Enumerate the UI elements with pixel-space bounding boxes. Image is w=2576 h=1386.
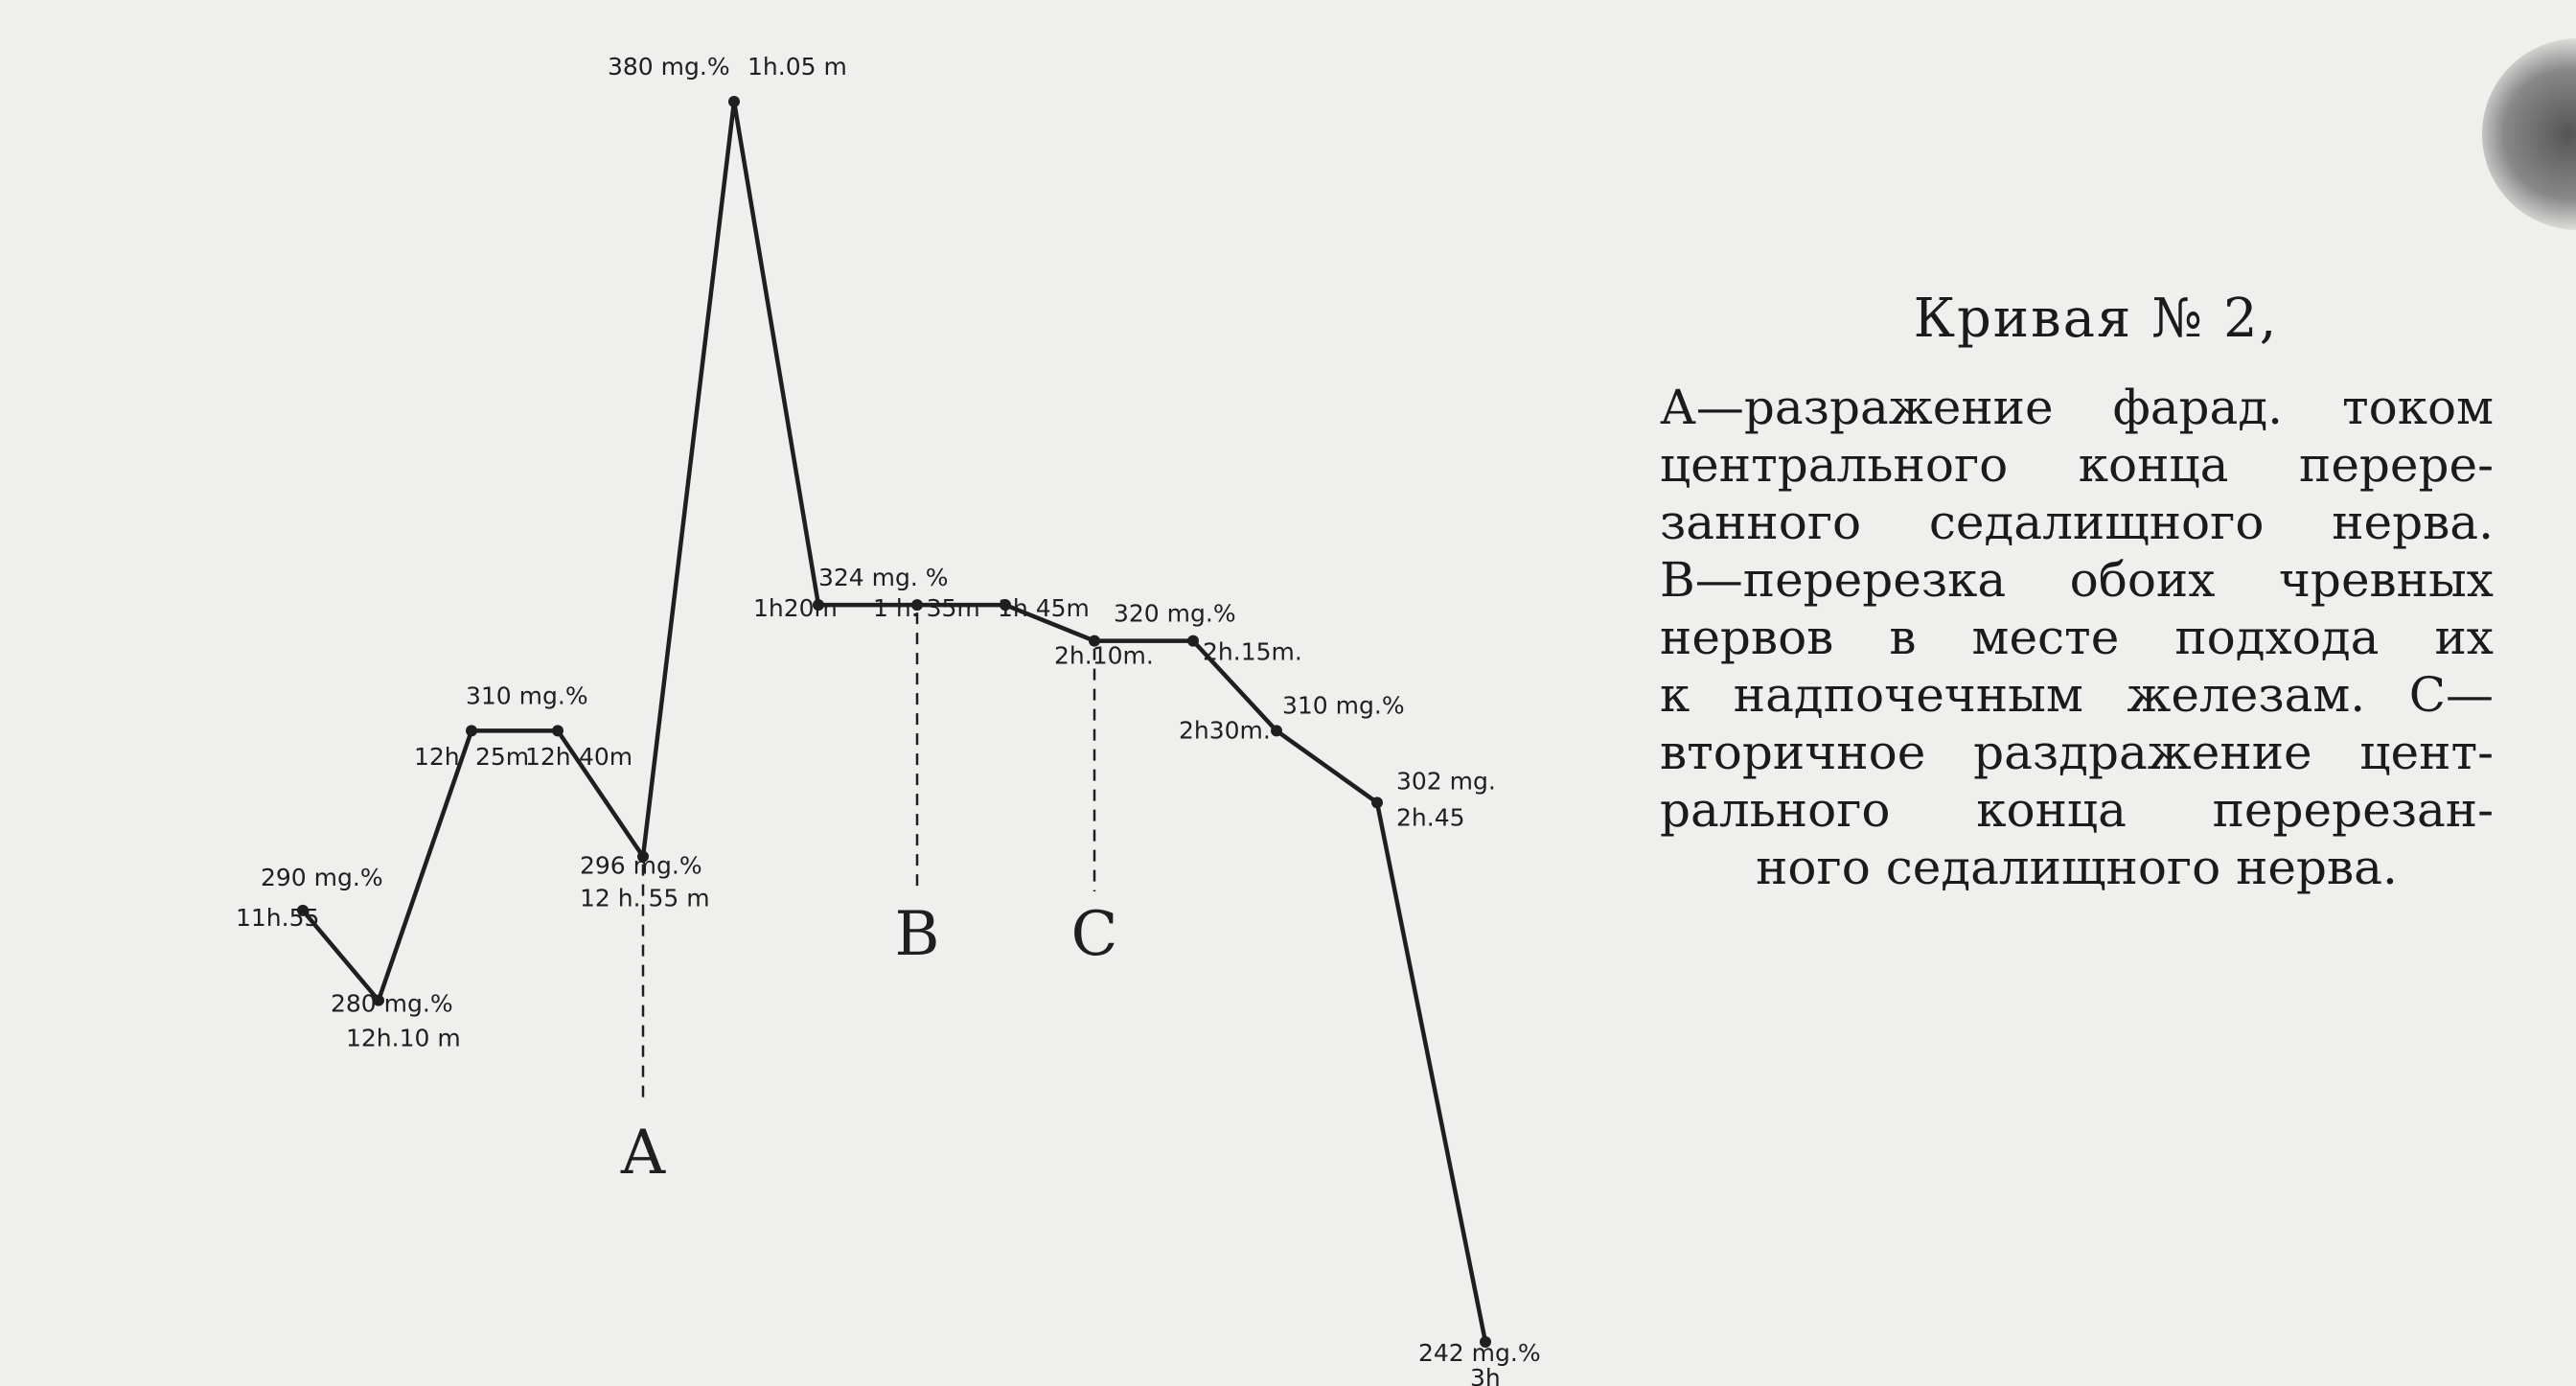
- time-label: 2h.10m.: [1054, 641, 1154, 670]
- value-label: 380 mg.%: [608, 53, 730, 81]
- caption-line: вторичное раздражение цент-: [1660, 725, 2494, 780]
- caption-line: центрального конца перере-: [1660, 437, 2494, 493]
- time-label: 2h30m.: [1179, 716, 1271, 745]
- marker-letter-a: A: [620, 1118, 666, 1189]
- value-label: 310 mg.%: [1282, 691, 1405, 720]
- caption-line: А—разражение фарад. током: [1660, 380, 2494, 435]
- curve-line: [303, 102, 1485, 1342]
- data-point: [1187, 635, 1199, 647]
- time-label: 40m: [579, 743, 633, 771]
- time-label: 2h.45: [1396, 803, 1465, 832]
- value-label: 320 mg.%: [1114, 599, 1236, 628]
- time-label: 1 h. 35m: [873, 594, 980, 623]
- time-label: 1h 45m: [998, 594, 1090, 623]
- marker-letter-c: C: [1070, 899, 1118, 970]
- value-label: 296 mg.%: [580, 851, 702, 880]
- caption-line: В—перерезка обоих чревных: [1660, 552, 2494, 608]
- caption-line: нервов в месте подхода их: [1660, 610, 2494, 665]
- time-label: 1h.05 m: [748, 53, 847, 81]
- caption-line: занного седалищного нерва.: [1660, 495, 2494, 550]
- time-label: 1h20m: [753, 594, 838, 623]
- time-label: 12h.10 m: [346, 1024, 461, 1052]
- caption-line: рального конца перерезан-: [1660, 782, 2494, 838]
- data-point: [1271, 725, 1282, 736]
- value-label: 302 mg.: [1396, 767, 1496, 796]
- data-point: [728, 96, 740, 107]
- caption-line: к надпочечным железам. С—: [1660, 667, 2494, 723]
- data-point: [466, 725, 477, 736]
- value-label: 242 mg.%: [1418, 1339, 1541, 1367]
- time-label: 3h: [1470, 1364, 1501, 1386]
- time-label: 2h.15m.: [1203, 637, 1302, 666]
- time-label: 11h.55: [236, 903, 320, 932]
- data-point: [552, 725, 564, 736]
- value-label: 310 mg.%: [466, 681, 588, 710]
- value-label: 290 mg.%: [261, 863, 383, 891]
- caption-line: ного седалищного нерва.: [1756, 840, 2398, 895]
- figure-caption: [1660, 288, 2494, 896]
- marker-letter-b: B: [894, 899, 940, 970]
- time-label: 25m: [475, 743, 530, 771]
- value-label: 324 mg. %: [818, 564, 949, 592]
- time-label: 12h: [525, 743, 571, 771]
- data-point: [1371, 797, 1383, 808]
- time-label: 12h: [414, 743, 460, 771]
- caption-title: Кривая № 2,: [1913, 288, 2279, 350]
- value-label: 280 mg.%: [331, 989, 453, 1018]
- time-label: 12 h. 55 m: [580, 884, 710, 912]
